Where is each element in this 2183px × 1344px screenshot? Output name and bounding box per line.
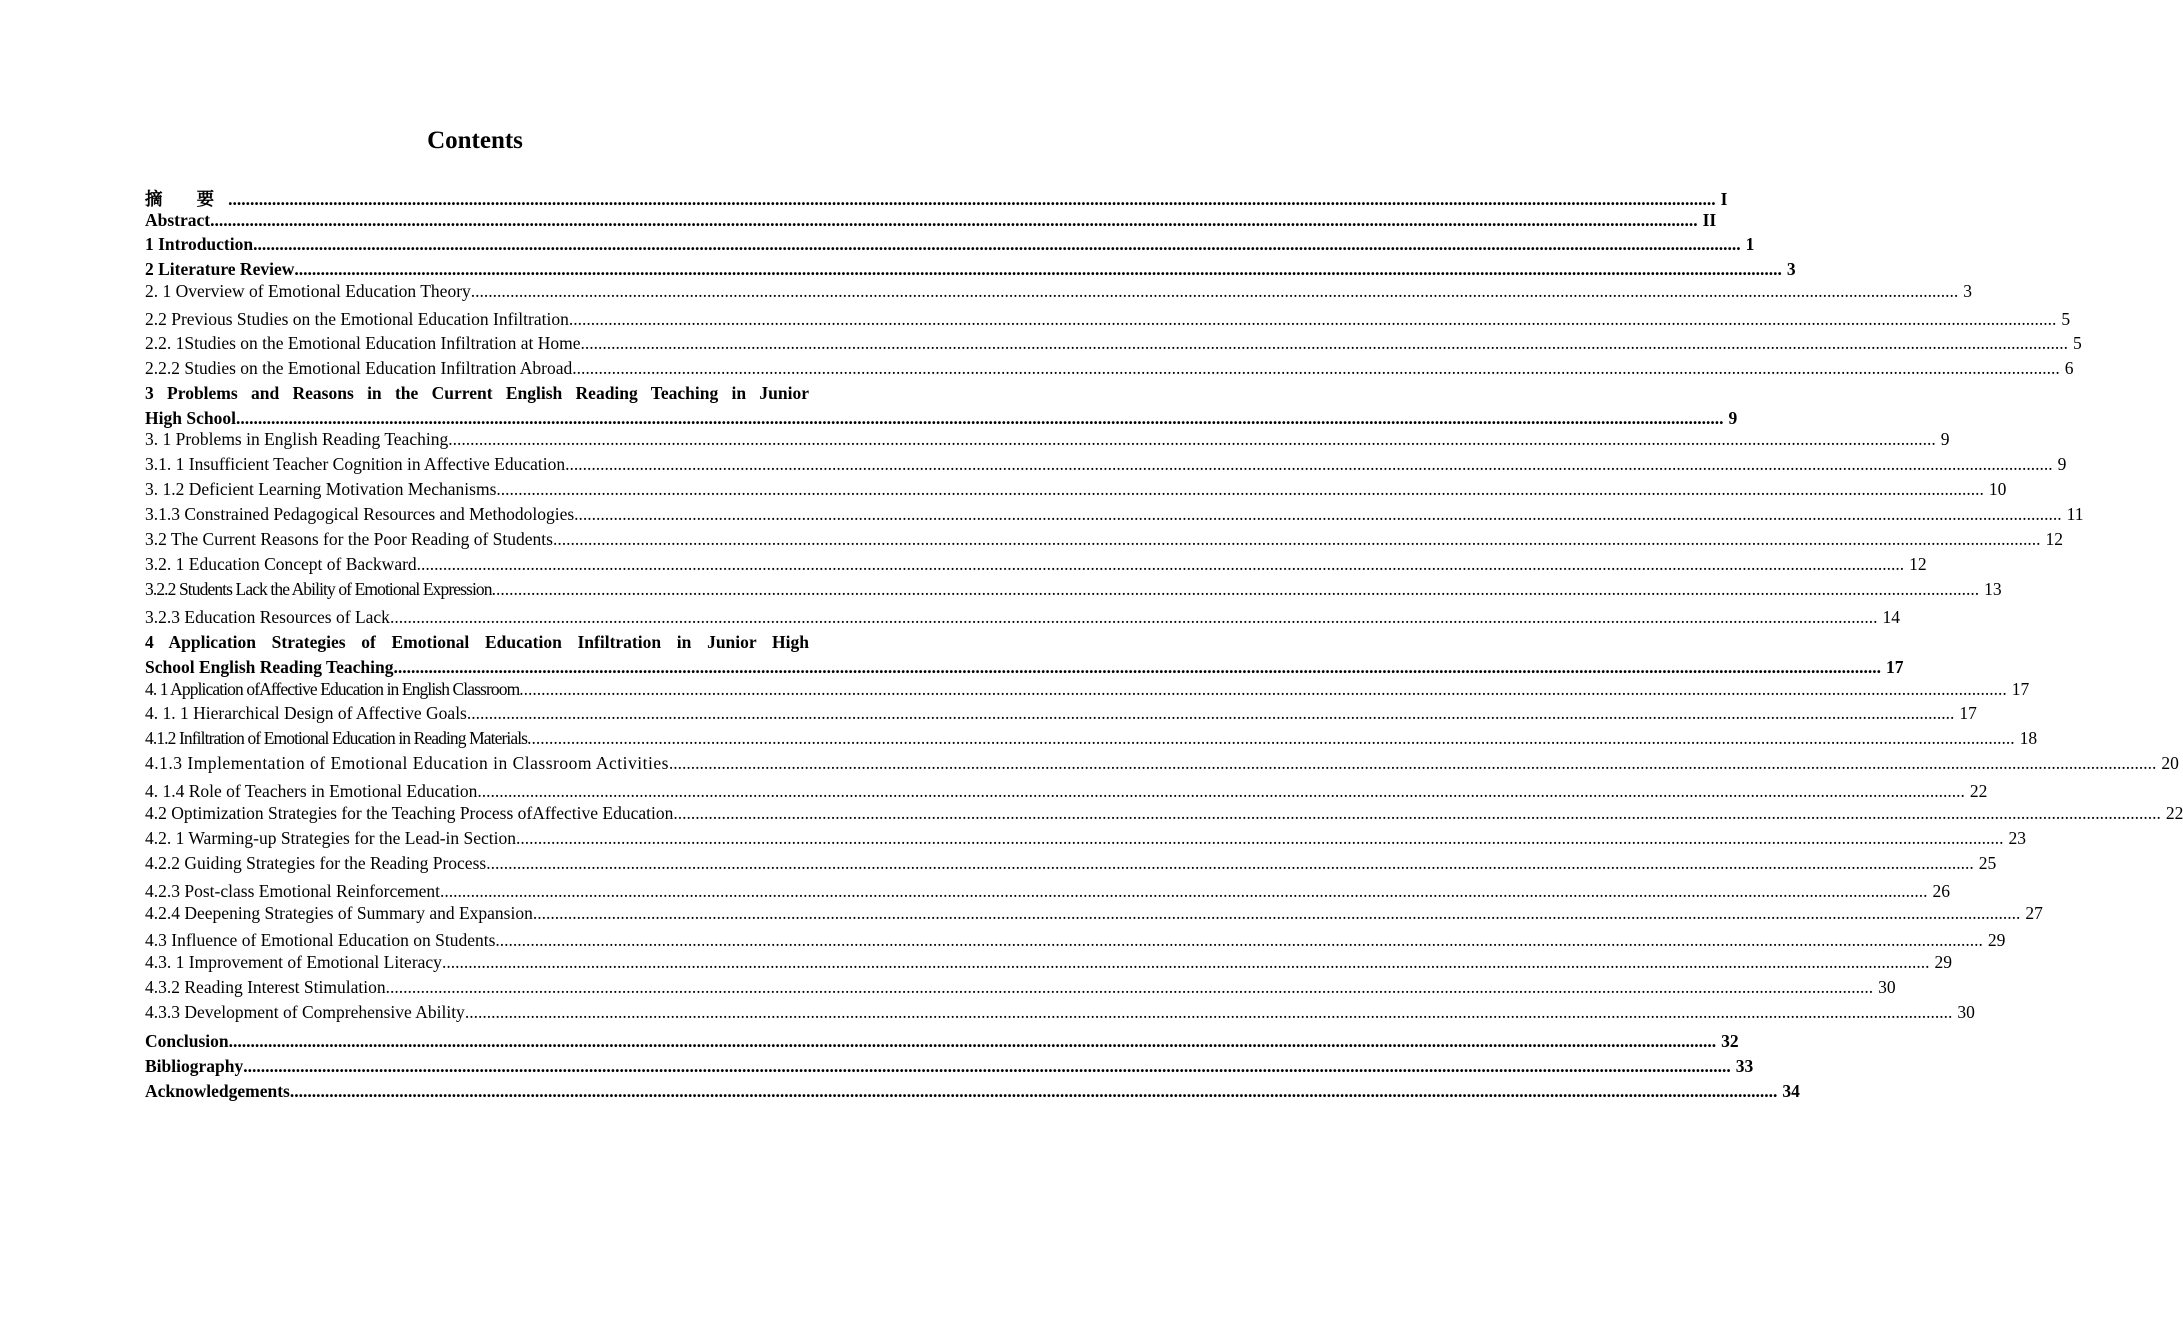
dot-leader [527,727,2015,749]
dot-leader [486,852,1974,874]
toc-entry-4-3[interactable] [145,929,2006,951]
toc-entry-label: School English Reading Teaching [145,657,394,677]
toc-entry-label: 2.2 Previous Studies on the Emotional Education Infiltration [145,309,569,329]
toc-page-number: 17 [1886,657,1904,677]
dot-leader [496,478,1984,500]
dot-leader [229,1030,1717,1052]
toc-page-number: 12 [1909,554,1927,574]
toc-page-number: 26 [1932,881,1951,901]
toc-entry-label: 3. 1 Problems in English Reading Teaching [145,429,449,449]
toc-entry-label: 4.2.3 Post-class Emotional Reinforcement [145,881,441,901]
toc-entry-label: 2.2.2 Studies on the Emotional Education Infiltration Abroad [145,358,573,378]
toc-page-number: 30 [1957,1002,1975,1022]
toc-entry-4-3-2[interactable] [145,976,1896,998]
toc-entry-label-line-1: 3 Problems and Reasons in the Current English Reading Teaching in Junior [145,383,809,403]
toc-page-number: 20 [2161,753,2179,773]
toc-entry-label: High School [145,408,236,428]
toc-entry-label: 3.2 The Current Reasons for the Poor Reading of Students [145,529,553,549]
toc-entry-2-2-1[interactable] [145,332,2082,354]
toc-entry-abstract-cn[interactable] [145,188,1728,211]
dot-leader [390,606,1878,628]
toc-entry-4-2-3[interactable] [145,880,1951,902]
toc-entry-4-3-1[interactable] [145,951,1952,973]
toc-page-number: 11 [2066,504,2084,524]
dot-leader [519,678,2007,700]
toc-entry-3-1-2[interactable] [145,478,2007,500]
dot-leader [669,752,2157,774]
toc-entry-label: 4.3.3 Development of Comprehensive Ability [145,1002,465,1022]
toc-entry-label: 4.3 Influence of Emotional Education on Students [145,930,496,950]
toc-entry-label: 4. 1.4 Role of Teachers in Emotional Education [145,781,478,801]
toc-entry-4-2-4[interactable] [145,902,2043,924]
toc-page-number: 9 [1728,408,1738,428]
toc-entry-2-2-2[interactable] [145,357,2074,379]
toc-page-number: 9 [1940,429,1950,449]
toc-entry-4-2[interactable] [145,802,2183,824]
dot-leader [290,1080,1778,1102]
toc-entry-conclusion[interactable] [145,1030,1739,1052]
toc-entry-bibliography[interactable] [145,1055,1754,1077]
dot-leader [294,258,1782,280]
toc-entry-2-1[interactable] [145,280,1973,302]
dot-leader [673,802,2161,824]
dot-leader [580,332,2068,354]
toc-entry-acknowledgements[interactable] [145,1080,1800,1102]
toc-entry-label: 2 Literature Review [145,259,295,279]
toc-page-number: 17 [1959,703,1977,723]
toc-entry-label: 3.2.3 Education Resources of Lack [145,607,390,627]
toc-entry-4-1-4[interactable] [145,780,1988,802]
toc-page-number: 3 [1963,281,1973,301]
toc-page-number: 17 [2011,679,2030,699]
toc-entry-3-1-1[interactable] [145,453,2067,475]
toc-page-number: 29 [1934,952,1952,972]
toc-page-number: 29 [1987,930,2006,950]
toc-entry-3-1-3[interactable] [145,503,2084,525]
toc-entry-chapter-2[interactable] [145,258,1796,280]
toc-entry-3-2[interactable] [145,528,2063,550]
toc-entry-label-line-1: 4 Application Strategies of Emotional Education Infiltration in Junior High [145,632,809,652]
toc-page-number: 5 [2072,333,2082,353]
toc-entry-chapter-3[interactable] [145,382,1738,429]
dot-leader [516,827,2004,849]
toc-page-number: 22 [2165,803,2183,823]
toc-entry-label: 2.2. 1Studies on the Emotional Education Infiltration at Home [145,333,581,353]
dot-leader [572,357,2060,379]
dot-leader [477,780,1965,802]
toc-entry-4-2-2[interactable] [145,852,1997,874]
toc-entry-label: 1 Introduction [145,234,254,254]
toc-page-number: 12 [2045,529,2063,549]
toc-page-number: 30 [1878,977,1896,997]
toc-entry-label: 摘 要 [145,190,229,210]
toc-entry-label: 4.2.4 Deepening Strategies of Summary and Expansion [145,903,533,923]
toc-entry-4-1[interactable] [145,678,2030,700]
dot-leader [210,209,1698,231]
toc-page-number: 18 [2019,728,2038,748]
toc-entry-label: 4.1.3 Implementation of Emotional Education in Classroom Activities [145,753,669,773]
dot-leader [574,503,2062,525]
toc-page-number: 27 [2025,903,2043,923]
toc-entry-label: 4.2.2 Guiding Strategies for the Reading Process [145,853,487,873]
toc-entry-label: Acknowledgements [145,1081,290,1101]
dot-leader [565,453,2053,475]
toc-page-number: II [1702,210,1717,230]
dot-leader [243,1055,1731,1077]
toc-entry-label: 3.1.3 Constrained Pedagogical Resources and Methodologies [145,504,575,524]
toc-entry-chapter-4[interactable] [145,631,1904,678]
dot-leader [553,528,2041,550]
toc-page-number: 1 [1745,234,1755,254]
toc-page-number: 3 [1786,259,1796,279]
toc-entry-3-1[interactable] [145,428,1950,450]
dot-leader [471,280,1959,302]
toc-entry-label: 4.3.2 Reading Interest Stimulation [145,977,386,997]
toc-page-number: 13 [1984,579,2002,599]
dot-leader [467,702,1955,724]
toc-entry-chapter-1[interactable] [145,233,1755,255]
toc-page-number: I [1720,189,1728,209]
dot-leader [569,308,2057,330]
dot-leader [236,407,1724,429]
dot-leader [417,553,1905,575]
dot-leader [492,578,1980,600]
toc-entry-label: Conclusion [145,1031,229,1051]
toc-page-number: 14 [1882,607,1900,627]
toc-entry-3-2-1[interactable] [145,553,1927,575]
toc-entry-label: 4. 1 Application ofAffective Education in English Classroom [145,679,520,699]
dot-leader [448,428,1936,450]
dot-leader [440,880,1928,902]
dot-leader [394,656,1882,678]
toc-entry-4-1-2[interactable] [145,727,2038,749]
toc-entry-label: Bibliography [145,1056,244,1076]
toc-entry-label: Abstract [145,210,211,230]
dot-leader [386,976,1874,998]
toc-entry-label: 4.2 Optimization Strategies for the Teaching Process ofAffective Education [145,803,674,823]
toc-entry-label: 3.2. 1 Education Concept of Backward [145,554,417,574]
dot-leader [495,929,1983,951]
toc-entry-abstract[interactable] [145,209,1717,231]
toc-entry-label: 4. 1. 1 Hierarchical Design of Affective Goals [145,703,467,723]
toc-page-number: 33 [1735,1056,1754,1076]
toc-entry-3-2-3[interactable] [145,606,1900,628]
toc-page-number: 6 [2064,358,2074,378]
dot-leader [533,902,2021,924]
dot-leader [465,1001,1953,1023]
dot-leader [228,188,1716,210]
toc-entry-4-1-3[interactable] [145,752,2179,774]
toc-entry-label: 4.3. 1 Improvement of Emotional Literacy [145,952,442,972]
toc-entry-label: 4.1.2 Infiltration of Emotional Education in Reading Materials [145,728,528,748]
toc-page-number: 25 [1978,853,1997,873]
page-title: Contents [427,127,523,154]
dot-leader [442,951,1930,973]
toc-entry-3-2-2[interactable] [145,578,2002,600]
toc-entry-label: 3. 1.2 Deficient Learning Motivation Mechanisms [145,479,497,499]
toc-entry-label: 2. 1 Overview of Emotional Education Theory [145,281,471,301]
toc-page-number: 34 [1782,1081,1800,1101]
dot-leader [253,233,1741,255]
table-of-contents [145,0,2183,1344]
toc-entry-label: 4.2. 1 Warming-up Strategies for the Lead-in Section [145,828,517,848]
toc-page-number: 32 [1721,1031,1739,1051]
toc-page-number: 23 [2008,828,2027,848]
toc-page-number: 10 [1988,479,2007,499]
toc-entry-4-3-3[interactable] [145,1001,1975,1023]
toc-entry-4-1-1[interactable] [145,702,1977,724]
toc-page-number: 5 [2061,309,2071,329]
toc-page-number: 9 [2057,454,2067,474]
toc-entry-4-2-1[interactable] [145,827,2027,849]
toc-page-number: 22 [1969,781,1988,801]
toc-entry-label: 3.1. 1 Insufficient Teacher Cognition in Affective Education [145,454,566,474]
toc-entry-2-2[interactable] [145,308,2071,330]
toc-entry-label: 3.2.2 Students Lack the Ability of Emotional Expression [145,579,492,599]
